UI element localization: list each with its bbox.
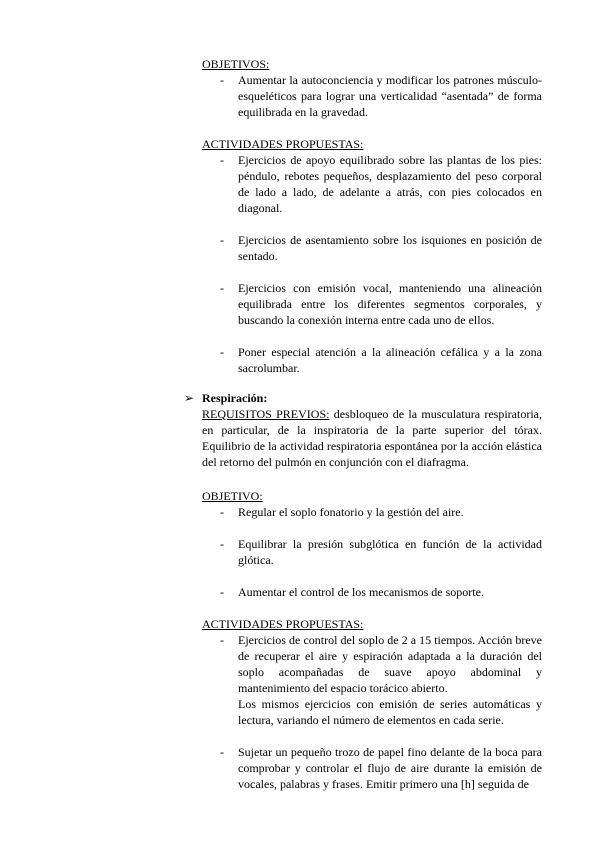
dash-bullet: - — [220, 73, 224, 87]
list-item — [220, 232, 542, 264]
list-item-text: Ejercicios de apoyo equilibrado sobre las plantas de los pies: péndulo, rebotes pequeños, desplazamiento del peso corporal de lado a lado, de adelante a atrás, con pies colocados en diagonal. — [238, 153, 542, 215]
list-item-text: Aumentar la autoconciencia y modificar los patrones músculo-esqueléticos para lograr una verticalidad “asentada” de forma equilibrada en la gravedad. — [238, 73, 542, 119]
list-item — [220, 504, 542, 520]
dash-bullet: - — [220, 745, 224, 759]
dash-bullet: - — [220, 633, 224, 647]
list-item — [220, 744, 542, 792]
list-item-text: Equilibrar la presión subglótica en función de la actividad glótica. — [238, 537, 542, 567]
list-item-text: Ejercicios con emisión vocal, manteniendo una alineación equilibrada entre los diferentes segmentos corporales, y buscando la conexión interna entre cada uno de ellos. — [238, 281, 542, 327]
actividades-heading-2: ACTIVIDADES PROPUESTAS: — [202, 617, 364, 631]
requisitos-label: REQUISITOS PREVIOS: — [202, 407, 330, 421]
list-item — [220, 72, 542, 120]
list-item — [220, 536, 542, 568]
list-item-text-part: Ejercicios de control del soplo de 2 a 15 tiempos. Acción breve de recuperar el aire y espiración adaptada a la duración del soplo acompañadas de suave apoyo abdominal y mantenimiento del espacio torácico abierto. — [238, 633, 542, 695]
list-item — [220, 280, 542, 328]
list-item — [220, 344, 542, 376]
objetivo-heading: OBJETIVO: — [202, 489, 263, 503]
list-item-continuation: Los mismos ejercicios con emisión de series automáticas y lectura, variando el número de elementos en cada serie. — [238, 697, 542, 727]
list-item-text: Aumentar el control de los mecanismos de soporte. — [238, 585, 484, 599]
list-item — [220, 632, 542, 728]
dash-bullet: - — [220, 233, 224, 247]
dash-bullet: - — [220, 537, 224, 551]
arrowhead-bullet-icon: ➢ — [184, 391, 195, 405]
dash-bullet: - — [220, 153, 224, 167]
respiracion-title — [184, 390, 267, 406]
list-item-text: Ejercicios de asentamiento sobre los isquiones en posición de sentado. — [238, 233, 542, 263]
dash-bullet: - — [220, 281, 224, 295]
dash-bullet: - — [220, 345, 224, 359]
requisitos-text: desbloqueo de la musculatura respiratoria, en particular, de la inspiratoria de la parte superior del tórax. Equilibrio de la actividad respiratoria espontánea por la acción elástica del retorno del pulmón en conjunción con el diafragma. — [202, 407, 542, 469]
list-item-text: Regular el soplo fonatorio y la gestión del aire. — [238, 505, 464, 519]
list-item-text — [238, 632, 542, 728]
actividades-heading: ACTIVIDADES PROPUESTAS: — [202, 137, 364, 151]
list-item-text: Sujetar un pequeño trozo de papel fino delante de la boca para comprobar y controlar el flujo de aire durante la emisión de vocales, palabras y frases. Emitir primero una [h] seguida de — [238, 745, 542, 791]
section-title-text: Respiración: — [202, 391, 268, 405]
list-item — [220, 152, 542, 216]
list-item — [220, 584, 542, 600]
list-item-text: Poner especial atención a la alineación cefálica y a la zona sacrolumbar. — [238, 345, 542, 375]
objetivos-heading: OBJETIVOS: — [202, 57, 270, 71]
dash-bullet: - — [220, 505, 224, 519]
dash-bullet: - — [220, 585, 224, 599]
requisitos-paragraph — [202, 406, 542, 470]
